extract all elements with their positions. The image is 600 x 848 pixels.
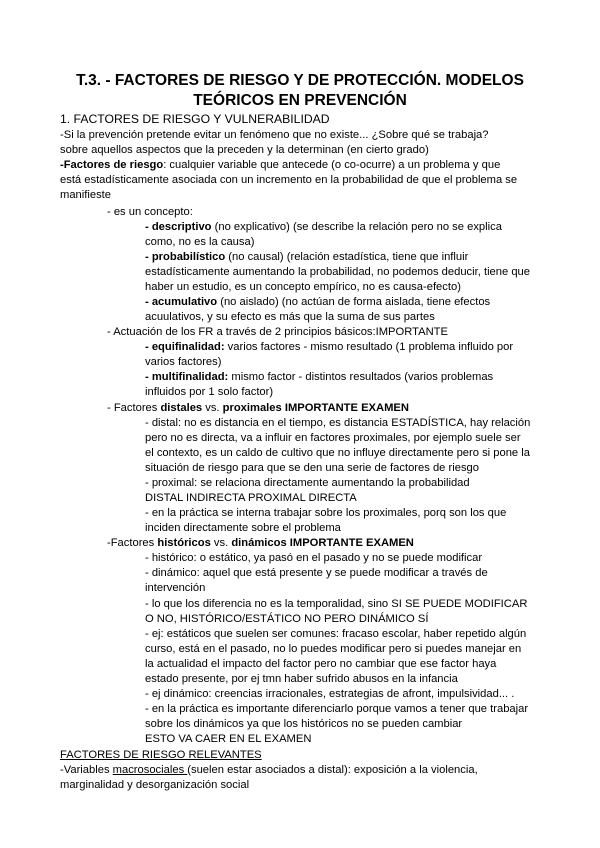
bullet-text: estado presente, por ej tmn haber sufrido abusos en la infancia [145, 673, 458, 685]
sub-bullet-item: - ej dinámico: creencias irracionales, estrategias de afront, impulsividad... . [145, 688, 515, 700]
bullet-text: O NO, HISTÓRICO/ESTÁTICO NO PERO DINÁMICO SÍ [145, 613, 429, 625]
variables-line [60, 763, 478, 777]
sub-bullet-item: - dinámico: aquel que está presente y se puede modificar a través de [145, 567, 488, 579]
exam-note: ESTO VA CAER EN EL EXAMEN [145, 733, 312, 745]
term-label: - multifinalidad: [145, 371, 229, 383]
definition-line: manifieste [60, 189, 111, 201]
definition-text: : cualquier variable que antecede (o co-ocurre) a un problema y que [163, 159, 501, 171]
sub-bullet-item: - histórico: o estático, ya pasó en el pasado y no se puede modificar [145, 552, 483, 564]
variables-line: marginalidad y desorganización social [60, 779, 250, 791]
sub-bullet-item [145, 295, 490, 309]
sub-bullet-item: - lo que los diferencia no es la temporalidad, sino SI SE PUEDE MODIFICAR [145, 598, 528, 610]
bullet-text: varios factores - mismo resultado (1 problema influido por [224, 341, 514, 353]
term-label: - equifinalidad: [145, 341, 225, 353]
bullet-text: vs. [210, 537, 232, 549]
title-line-2: TEÓRICOS EN PREVENCIÓN [193, 92, 407, 109]
title-line-1: T.3. - FACTORES DE RIESGO Y DE PROTECCIÓN. MODELOS [76, 72, 524, 89]
term-label: proximales IMPORTANTE EXAMEN [222, 402, 409, 414]
bullet-item: - Actuación de los FR a través de 2 principios básicos:IMPORTANTE [107, 326, 448, 338]
bullet-text: -Variables [60, 764, 113, 776]
bullet-item [107, 536, 414, 550]
bullet-text: la actualidad el impacto del factor pero no cambiar que ese factor haya [145, 658, 497, 670]
bullet-text: varios factores) [145, 356, 222, 368]
sub-bullet-item: - en la práctica es importante diferenciarlo porque vamos a tener que trabajar [145, 703, 529, 715]
term-label: macrosociales [112, 764, 188, 776]
bullet-text: - Factores [107, 402, 161, 414]
bullet-text: acuulativos, y su efecto es más que la suma de sus partes [145, 311, 435, 323]
sub-bullet-item: - proximal: se relaciona directamente aumentando la probabilidad [145, 477, 470, 489]
bullet-text: DISTAL INDIRECTA PROXIMAL DIRECTA [145, 492, 357, 504]
term-label: -Factores de riesgo [60, 159, 164, 171]
sub-bullet-item [145, 220, 502, 234]
bullet-text: como, no es la causa) [145, 236, 255, 248]
bullet-text: estadísticamente aumentando la probabilidad, no podemos deducir, tiene que [145, 266, 530, 278]
definition-line: está estadísticamente asociada con un incremento en la probabilidad de que el problema se [60, 174, 518, 186]
bullet-text: sobre los dinámicos ya que los históricos no se pueden cambiar [145, 718, 463, 730]
bullet-text: (no explicativo) (se describe la relación pero no se explica [211, 221, 502, 233]
sub-bullet-item: - en la práctica se interna trabajar sobre los proximales, porq son los que [145, 507, 507, 519]
bullet-text: vs. [202, 402, 223, 414]
bullet-text: curso, está en el pasado, no lo puedes modificar pero si puedes manejar en [145, 643, 522, 655]
sub-bullet-item [145, 250, 468, 264]
term-label: - probabilístico [145, 251, 226, 263]
term-label: - descriptivo [145, 221, 212, 233]
bullet-text: (no aislado) (no actúan de forma aislada, tiene efectos [217, 296, 491, 308]
sub-bullet-item: - ej: estáticos que suelen ser comunes: fracaso escolar, haber repetido algún [145, 628, 527, 640]
bullet-text: -Factores [107, 537, 158, 549]
bullet-text: el contexto, es un caldo de cultivo que no influye directamente pero si pone la [145, 447, 530, 459]
sub-bullet-item [145, 370, 493, 384]
term-label: históricos [157, 537, 211, 549]
bullet-text: influidos por 1 solo factor) [145, 386, 274, 398]
bullet-text: haber un estudio, es un concepto empírico, no es causa-efecto) [145, 281, 461, 293]
bullet-text: pero no es directa, va a influir en factores proximales, por ejemplo suele ser [145, 432, 521, 444]
definition-line [60, 158, 500, 172]
intro-line: -Si la prevención pretende evitar un fenómeno que no existe... ¿Sobre qué se trabaja? [60, 129, 489, 141]
bullet-text: (no causal) (relación estadística, tiene que influir [225, 251, 469, 263]
section-heading: 1. FACTORES DE RIESGO Y VULNERABILIDAD [60, 112, 330, 126]
bullet-text: intervención [145, 582, 206, 594]
page-title [60, 71, 540, 111]
term-label: dinámicos IMPORTANTE EXAMEN [231, 537, 414, 549]
bullet-item [107, 401, 409, 415]
intro-line: sobre aquellos aspectos que la preceden y la determinan (en cierto grado) [60, 144, 429, 156]
bullet-text: inciden directamente sobre el problema [145, 522, 341, 534]
bullet-text: situación de riesgo para que se den una serie de factores de riesgo [145, 462, 479, 474]
term-label: distales [160, 402, 203, 414]
term-label: - acumulativo [145, 296, 218, 308]
bullet-text: (suelen estar asociados a distal): exposición a la violencia, [187, 764, 478, 776]
section-heading: FACTORES DE RIESGO RELEVANTES [60, 749, 262, 761]
sub-bullet-item: - distal: no es distancia en el tiempo, es distancia ESTADÍSTICA, hay relación [145, 417, 531, 429]
bullet-text: mismo factor - distintos resultados (varios problemas [228, 371, 494, 383]
bullet-item: - es un concepto: [107, 206, 193, 218]
sub-bullet-item [145, 340, 513, 354]
